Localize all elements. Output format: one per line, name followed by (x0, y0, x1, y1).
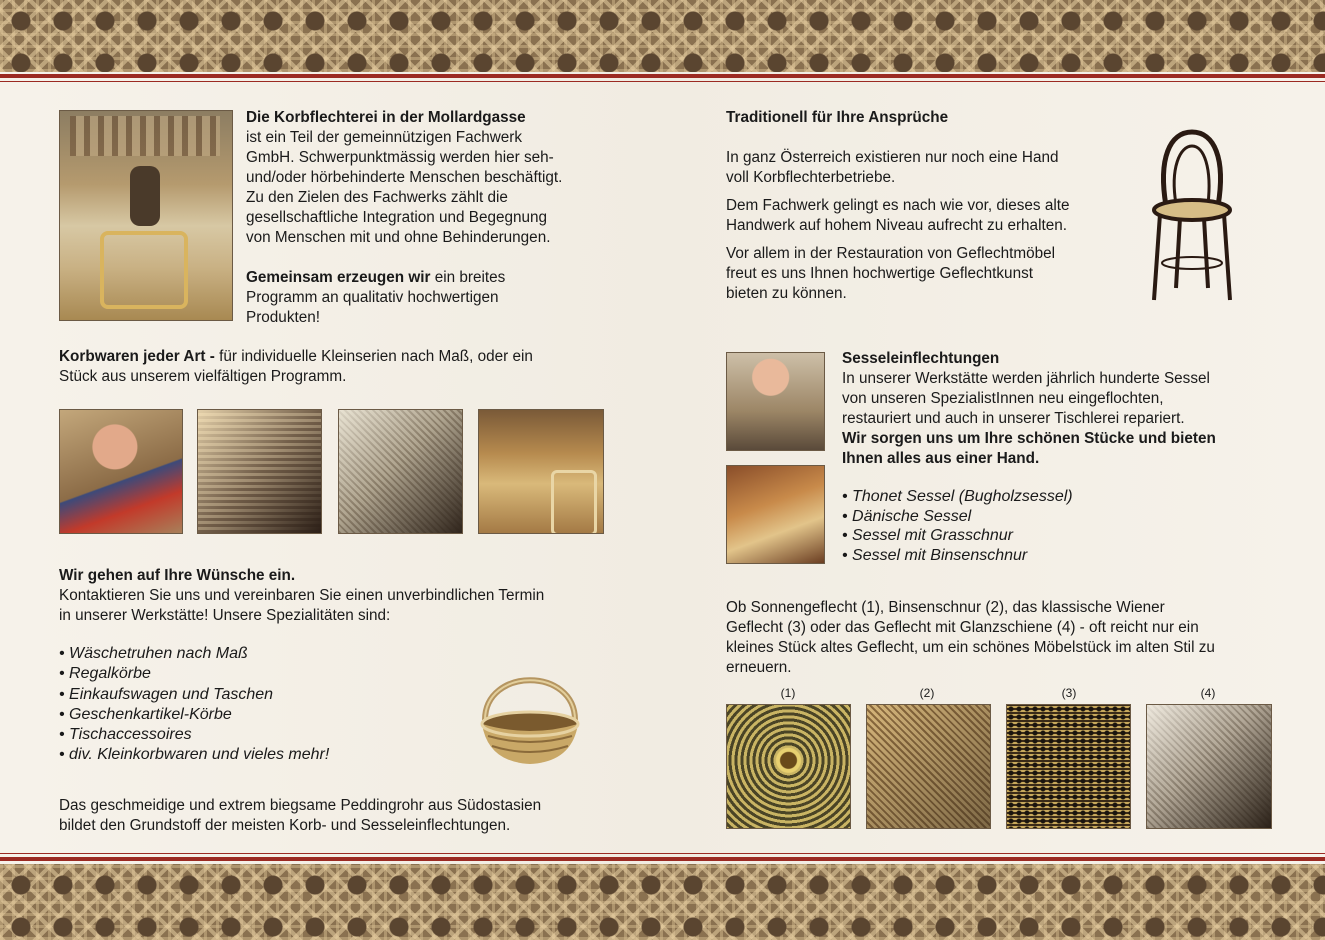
tradition-block (726, 108, 1126, 304)
tradition-line: Dem Fachwerk gelingt es nach wie vor, dieses alte (726, 197, 1070, 214)
wicker-banner-bottom (0, 864, 1325, 940)
weave-line: Geflecht (3) oder das Geflecht mit Glanzschiene (4) - oft reicht nur ein (726, 619, 1199, 636)
basket-image (470, 652, 590, 772)
list-item: • Wäschetruhen nach Maß (59, 645, 248, 662)
weave-types-block (726, 598, 1286, 678)
rush-weave-photo (866, 704, 991, 829)
weave-line: Ob Sonnengeflecht (1), Binsenschnur (2), das klassische Wiener (726, 599, 1165, 616)
wicker-banner-top (0, 0, 1325, 72)
weave-caption: (1) (780, 686, 796, 700)
intro-block (246, 108, 606, 248)
list-item: • Sessel mit Grasschnur (842, 527, 1013, 544)
list-item: • Tischaccessoires (59, 726, 192, 744)
list-item: • Regalkörbe (59, 665, 151, 683)
thonet-chair-image (1140, 128, 1240, 304)
intro-title: Die Korbflechterei in der Mollardgasse (246, 109, 526, 126)
tradition-line: Handwerk auf hohem Niveau aufrecht zu erhalten. (726, 217, 1067, 234)
tradition-line: freut es uns Ihnen hochwertige Geflechtkunst (726, 265, 1033, 282)
weave-sample-photo (197, 409, 322, 534)
material-line: Das geschmeidige und extrem biegsame Peddingrohr aus Südostasien (59, 797, 542, 814)
intro-line: GmbH. Schwerpunktmässig werden hier seh- (246, 149, 554, 166)
together-block (246, 268, 606, 328)
weave-line: erneuern. (726, 659, 792, 676)
sessel-block (842, 349, 1282, 469)
sessel-title: Sesseleinflechtungen (842, 350, 1000, 367)
wishes-line: Kontaktieren Sie uns und vereinbaren Sie einen unverbindlichen Termin (59, 587, 545, 604)
intro-line: gesellschaftliche Integration und Begegnung (246, 209, 548, 226)
sun-weave-photo (726, 704, 851, 829)
together-line: Programm an qualitativ hochwertigen (246, 289, 499, 306)
intro-line: ist ein Teil der gemeinnützigen Fachwerk (246, 129, 523, 146)
red-rule-top (0, 74, 1325, 78)
sessel-line: von unseren SpezialistInnen neu eingeflochten, (842, 390, 1164, 407)
wishes-title: Wir gehen auf Ihre Wünsche ein. (59, 567, 296, 584)
list-item: • div. Kleinkorbwaren und vieles mehr! (59, 746, 330, 764)
intro-line: und/oder hörbehinderte Menschen beschäftigt. (246, 169, 563, 186)
intro-line: Zu den Zielen des Fachwerks zählt die (246, 189, 508, 206)
sessel-bold-line: Wir sorgen uns um Ihre schönen Stücke und bieten (842, 430, 1216, 447)
korbwaren-rest: für individuelle Kleinserien nach Maß, oder ein (214, 348, 533, 365)
sessel-line: restauriert und auch in unserer Tischlerei repariert. (842, 410, 1185, 427)
glossy-weave-photo (1146, 704, 1272, 829)
red-rule-bottom (0, 857, 1325, 861)
craftsman-photo (59, 409, 183, 534)
tradition-line: voll Korbflechterbetriebe. (726, 169, 896, 186)
list-item: • Thonet Sessel (Bugholzsessel) (842, 488, 1073, 505)
weave-caption: (3) (1061, 686, 1077, 700)
weave-caption: (2) (919, 686, 935, 700)
weave-sample-photo (338, 409, 463, 534)
list-item: • Einkaufswagen und Taschen (59, 685, 274, 703)
baskets-photo (478, 409, 604, 534)
together-rest: ein breites (430, 269, 506, 286)
red-rule-bottom-thin (0, 853, 1325, 854)
tradition-line: bieten zu können. (726, 285, 847, 302)
wishes-block (59, 566, 619, 626)
weave-line: kleines Stück altes Geflecht, um ein schönes Möbelstück im alten Stil zu (726, 639, 1215, 656)
intro-line: von Menschen mit und ohne Behinderungen. (246, 229, 551, 246)
weave-caption: (4) (1200, 686, 1216, 700)
material-block (59, 796, 619, 836)
korbwaren-line: Stück aus unserem vielfältigen Programm. (59, 368, 347, 385)
tradition-line: Vor allem in der Restauration von Geflechtmöbel (726, 245, 1056, 262)
together-line: Produkten! (246, 309, 320, 326)
list-item: • Geschenkartikel-Körbe (59, 705, 232, 723)
tradition-line: In ganz Österreich existieren nur noch eine Hand (726, 149, 1059, 166)
chairs-photo (726, 465, 825, 564)
material-line: bildet den Grundstoff der meisten Korb- und Sesseleinflechtungen. (59, 817, 511, 834)
sessel-bold-line: Ihnen alles aus einer Hand. (842, 450, 1040, 467)
list-item: • Sessel mit Binsenschnur (842, 546, 1028, 564)
together-bold: Gemeinsam erzeugen wir (246, 269, 431, 286)
chair-types-list (842, 487, 1262, 565)
korbwaren-bold: Korbwaren jeder Art - (59, 348, 215, 365)
korbwaren-block (59, 347, 619, 387)
wishes-line: in unserer Werkstätte! Unsere Spezialitäten sind: (59, 607, 391, 624)
tradition-title: Traditionell für Ihre Ansprüche (726, 109, 949, 126)
workshop-photo (59, 110, 233, 321)
list-item: • Dänische Sessel (842, 507, 972, 525)
viennese-weave-photo (1006, 704, 1131, 829)
specialties-list (59, 644, 439, 766)
red-rule-top-thin (0, 81, 1325, 82)
sessel-line: In unserer Werkstätte werden jährlich hunderte Sessel (842, 370, 1210, 387)
weaver-photo (726, 352, 825, 451)
